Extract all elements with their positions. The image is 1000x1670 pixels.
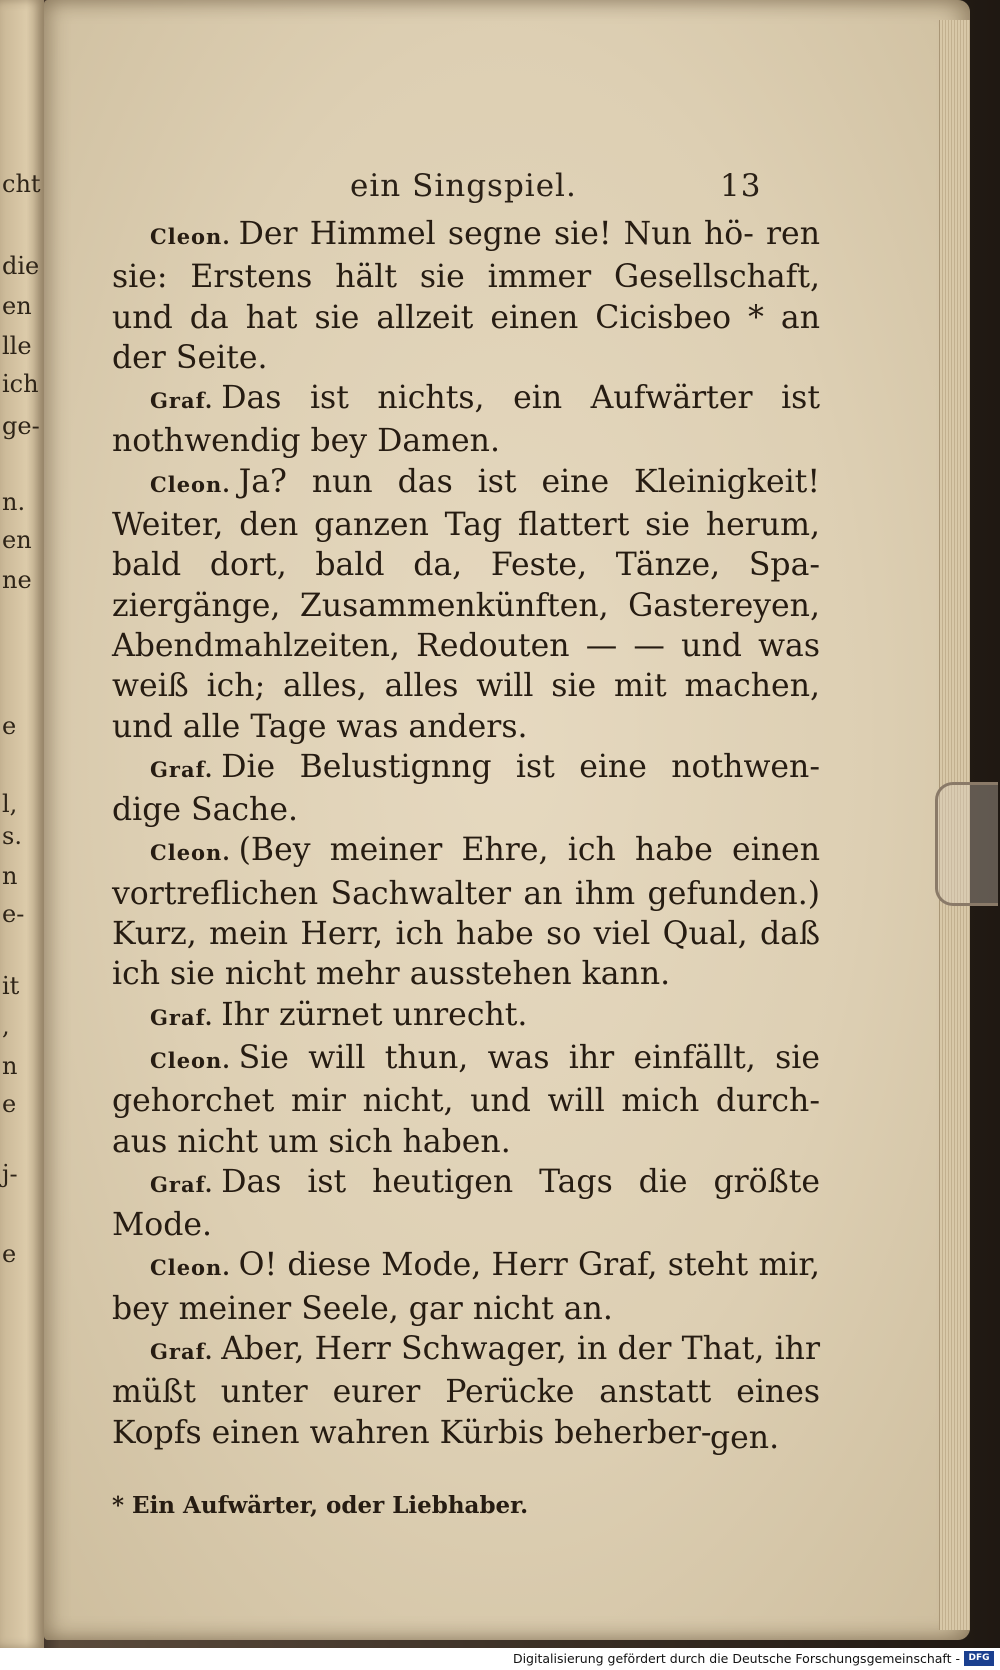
previous-page-fragment: j- [2, 1160, 18, 1188]
previous-page-fragment: ne [2, 566, 32, 594]
previous-page-fragment: cht [2, 170, 41, 198]
text-line: Mode. [112, 1207, 213, 1244]
speaker-name: Graf. [150, 1339, 214, 1365]
text-line: Die Belustignng ist eine nothwen- [221, 748, 820, 785]
text-line: That, ihr müßt unter eurer Perücke anstatt [112, 1331, 820, 1411]
text-line: eines Kopfs einen wahren Kürbis beherber- [112, 1374, 820, 1451]
text-line: sie gehorchet mir nicht, und will mich durch- [112, 1039, 820, 1120]
previous-page-fragment: s. [2, 822, 22, 850]
page-number: 13 [720, 168, 762, 204]
previous-page-fragment: it [2, 972, 20, 1000]
text-line: Ihr zürnet unrecht. [221, 996, 528, 1033]
dialogue-paragraph [112, 830, 820, 994]
text-line: Sie will thun, was ihr einfällt, [238, 1039, 756, 1076]
text-line: nothwendig bey Damen. [112, 423, 500, 460]
previous-page-fragment: e [2, 712, 17, 740]
body-text [112, 214, 820, 1453]
text-line: Ja? nun das ist eine Kleinigkeit! [238, 463, 820, 500]
text-line: Kurz, mein Herr, ich habe so viel Qual, [112, 916, 748, 953]
text-line: Seite. [175, 339, 268, 376]
speaker-name: Graf. [150, 1004, 214, 1030]
previous-page-fragment: ich [2, 370, 39, 398]
previous-page-fragment: e [2, 1240, 17, 1268]
text-line: daß ich sie nicht mehr ausstehen kann. [112, 916, 820, 993]
text-line: vortreflichen Sachwalter an ihm gefunden.) [112, 875, 820, 912]
text-line: aus nicht um sich haben. [112, 1123, 511, 1160]
text-line: bald dort, bald da, Feste, Tänze, Spa- [112, 547, 820, 584]
text-line: ziergänge, Zusammenkünften, Gastereyen, [112, 587, 820, 624]
footnote: * Ein Aufwärter, oder Liebhaber. [112, 1492, 529, 1519]
previous-page-fragment: e [2, 1090, 17, 1118]
previous-page-fragment: en [2, 292, 32, 320]
text-line: Aber, Herr Schwager, in der [221, 1331, 672, 1368]
dfg-logo: DFG [964, 1651, 994, 1666]
scanner-clip [935, 782, 998, 906]
previous-page-fragment: ge- [2, 412, 40, 440]
previous-page-edge [0, 0, 44, 1648]
dialogue-paragraph [112, 995, 820, 1038]
footer-credit: Digitalisierung gefördert durch die Deutsche Forschungsgemeinschaft - [512, 1651, 960, 1666]
running-title: ein Singspiel. [350, 168, 577, 204]
speaker-name: Graf. [150, 388, 214, 414]
previous-page-fragment: , [2, 1012, 10, 1040]
dialogue-paragraph [112, 1038, 820, 1162]
dialogue-paragraph [112, 214, 820, 378]
text-line: Das ist nichts, ein Aufwärter ist [221, 380, 820, 417]
text-line: Das ist heutigen Tags die größte [221, 1163, 820, 1200]
previous-page-fragment: n. [2, 488, 26, 516]
dialogue-paragraph [112, 1162, 820, 1246]
text-line: dige Sache. [112, 792, 299, 829]
previous-page-fragment: n [2, 862, 18, 890]
text-line: O! diese Mode, Herr Graf, steht [238, 1247, 749, 1284]
text-line: Weiter, den ganzen Tag flattert sie herum, [112, 507, 820, 544]
dialogue-paragraph [112, 1245, 820, 1329]
digitization-footer [0, 1648, 1000, 1670]
previous-page-fragment: en [2, 526, 32, 554]
speaker-name: Cleon. [150, 840, 231, 866]
dialogue-paragraph [112, 747, 820, 831]
speaker-name: Cleon. [150, 471, 231, 497]
text-line: Abendmahlzeiten, Redouten — — und was [112, 627, 820, 664]
text-line: und da hat sie allzeit einen Cicisbeo * an der [112, 299, 820, 376]
speaker-name: Cleon. [150, 1255, 231, 1281]
catchword: gen. [710, 1420, 780, 1456]
previous-page-fragment: die [2, 252, 40, 280]
previous-page-fragment: l, [2, 790, 18, 818]
text-line: und alle Tage was anders. [112, 708, 528, 745]
text-line: ren sie: Erstens hält sie immer Gesellschaft, [112, 216, 820, 296]
text-line: Der Himmel segne sie! Nun hö- [238, 216, 754, 252]
dialogue-paragraph [112, 462, 820, 747]
text-line: mir, bey meiner Seele, gar nicht an. [112, 1247, 820, 1327]
previous-page-fragment: e- [2, 900, 25, 928]
speaker-name: Graf. [150, 756, 214, 782]
text-line: weiß ich; alles, alles will sie mit machen, [112, 668, 820, 705]
previous-page-fragment: lle [2, 332, 32, 360]
text-line: (Bey meiner Ehre, ich habe einen [238, 832, 820, 869]
speaker-name: Graf. [150, 1171, 214, 1197]
speaker-name: Cleon. [150, 224, 231, 249]
speaker-name: Cleon. [150, 1047, 231, 1073]
dialogue-paragraph [112, 378, 820, 462]
previous-page-fragment: n [2, 1052, 18, 1080]
